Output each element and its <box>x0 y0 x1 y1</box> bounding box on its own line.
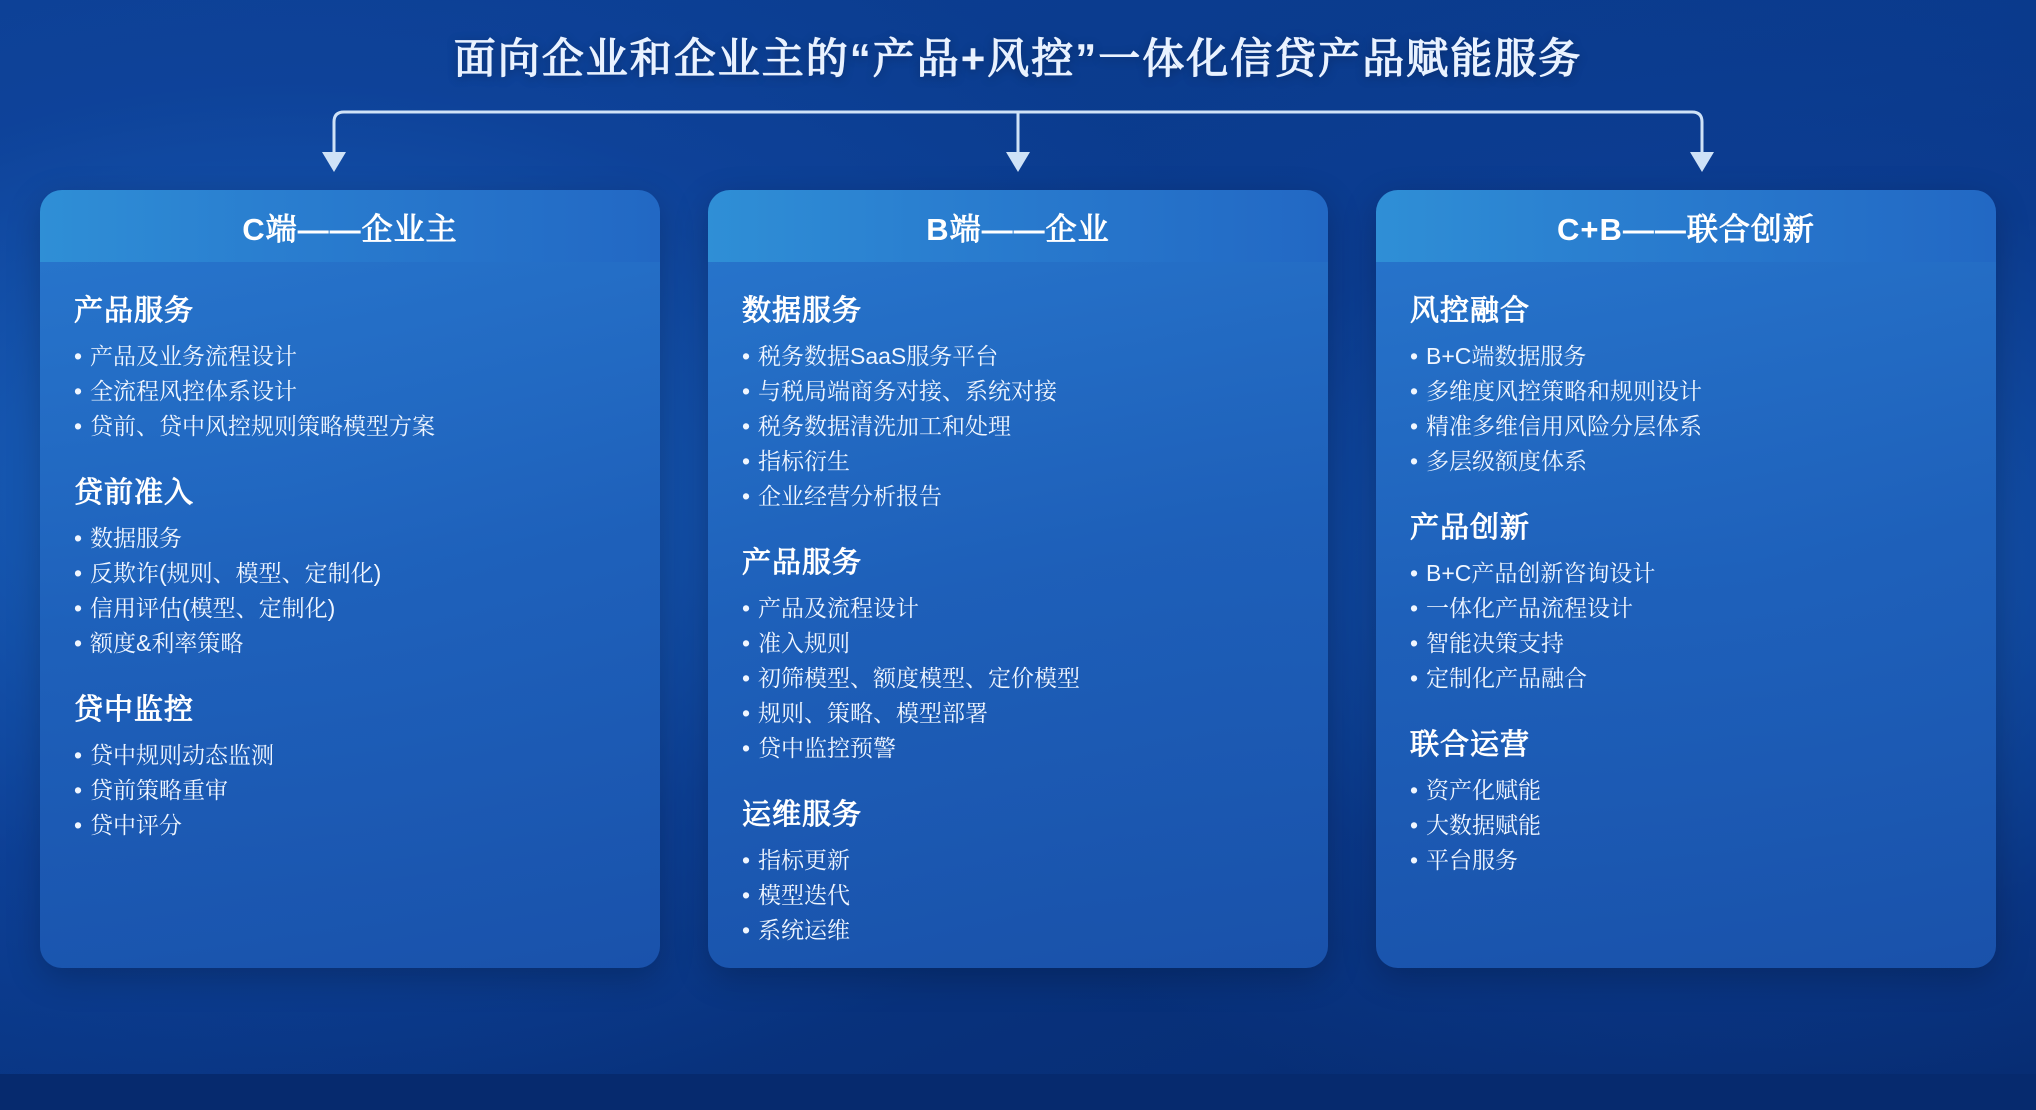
section-list <box>1410 556 1962 696</box>
section-list <box>742 843 1294 948</box>
list-item: • 智能决策支持 <box>1410 626 1962 661</box>
list-item: • 指标衍生 <box>742 444 1294 479</box>
section-list <box>74 339 626 444</box>
section-list <box>1410 773 1962 878</box>
connector-diagram <box>0 100 2036 200</box>
list-item: • 多维度风控策略和规则设计 <box>1410 374 1962 409</box>
section-title: 产品服务 <box>74 295 195 327</box>
list-item: • 贷中规则动态监测 <box>74 738 626 773</box>
section-title: 风控融合 <box>1410 295 1531 327</box>
section-list <box>742 591 1294 766</box>
list-item: • 贷前策略重审 <box>74 773 626 808</box>
card-body-cb-end <box>1376 262 1996 968</box>
list-item: • 贷前、贷中风控规则策略模型方案 <box>74 409 626 444</box>
card-header-cb-end: C+B——联合创新 <box>1376 190 1996 262</box>
list-item: • B+C端数据服务 <box>1410 339 1962 374</box>
list-item: • 资产化赋能 <box>1410 773 1962 808</box>
section-ops-service <box>742 792 1294 948</box>
section-product-service <box>74 288 626 444</box>
section-title: 数据服务 <box>742 295 863 327</box>
section-risk-fusion <box>1410 288 1962 479</box>
list-item: • 额度&利率策略 <box>74 626 626 661</box>
card-b-end[interactable] <box>708 190 1328 968</box>
list-item: • B+C产品创新咨询设计 <box>1410 556 1962 591</box>
card-cb-end[interactable] <box>1376 190 1996 968</box>
list-item: • 贷中评分 <box>74 808 626 843</box>
section-list <box>742 339 1294 514</box>
section-list <box>1410 339 1962 479</box>
section-list <box>74 738 626 843</box>
list-item: • 准入规则 <box>742 626 1294 661</box>
list-item: • 反欺诈(规则、模型、定制化) <box>74 556 626 591</box>
list-item: • 规则、策略、模型部署 <box>742 696 1294 731</box>
card-c-end[interactable] <box>40 190 660 968</box>
list-item: • 定制化产品融合 <box>1410 661 1962 696</box>
list-item: • 全流程风控体系设计 <box>74 374 626 409</box>
list-item: • 模型迭代 <box>742 878 1294 913</box>
section-title: 运维服务 <box>742 799 863 831</box>
card-body-c-end <box>40 262 660 968</box>
list-item: • 大数据赋能 <box>1410 808 1962 843</box>
section-joint-operation <box>1410 722 1962 878</box>
page-title: 面向企业和企业主的“产品+风控”一体化信贷产品赋能服务 <box>453 35 1583 82</box>
list-item: • 税务数据SaaS服务平台 <box>742 339 1294 374</box>
list-item: • 指标更新 <box>742 843 1294 878</box>
list-item: • 多层级额度体系 <box>1410 444 1962 479</box>
section-loan-monitoring <box>74 687 626 843</box>
card-header-b-end: B端——企业 <box>708 190 1328 262</box>
section-title: 联合运营 <box>1410 729 1531 761</box>
section-list <box>74 521 626 661</box>
list-item: • 税务数据清洗加工和处理 <box>742 409 1294 444</box>
section-title: 产品创新 <box>1410 512 1531 544</box>
section-data-service <box>742 288 1294 514</box>
card-header-c-end: C端——企业主 <box>40 190 660 262</box>
list-item: • 产品及业务流程设计 <box>74 339 626 374</box>
columns-container <box>40 190 1996 968</box>
list-item: • 初筛模型、额度模型、定价模型 <box>742 661 1294 696</box>
section-title: 产品服务 <box>742 547 863 579</box>
list-item: • 贷中监控预警 <box>742 731 1294 766</box>
list-item: • 企业经营分析报告 <box>742 479 1294 514</box>
section-title: 贷中监控 <box>74 694 195 726</box>
list-item: • 精准多维信用风险分层体系 <box>1410 409 1962 444</box>
list-item: • 产品及流程设计 <box>742 591 1294 626</box>
list-item: • 信用评估(模型、定制化) <box>74 591 626 626</box>
section-pre-loan-access <box>74 470 626 661</box>
list-item: • 数据服务 <box>74 521 626 556</box>
list-item: • 系统运维 <box>742 913 1294 948</box>
list-item: • 与税局端商务对接、系统对接 <box>742 374 1294 409</box>
section-product-service <box>742 540 1294 766</box>
section-product-innovation <box>1410 505 1962 696</box>
section-title: 贷前准入 <box>74 477 195 509</box>
list-item: • 一体化产品流程设计 <box>1410 591 1962 626</box>
card-body-b-end <box>708 262 1328 968</box>
list-item: • 平台服务 <box>1410 843 1962 878</box>
